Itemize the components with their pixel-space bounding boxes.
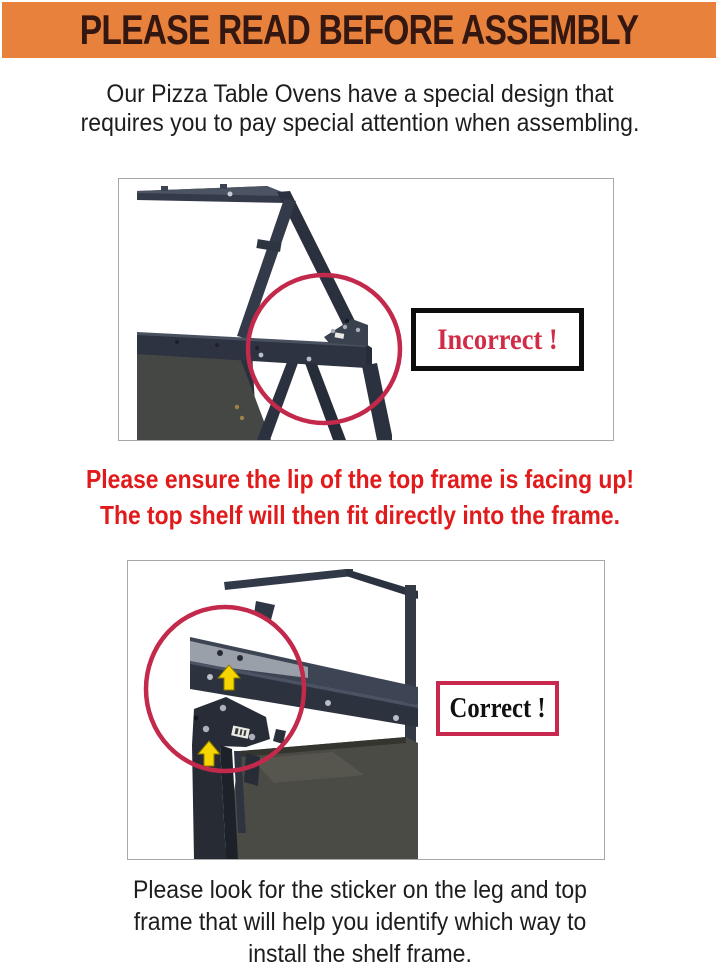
figure-incorrect <box>118 178 614 441</box>
correct-label-text: Correct ! <box>449 692 546 724</box>
banner <box>2 2 716 58</box>
top-rail <box>137 184 287 203</box>
front-diagonal-leg <box>237 199 296 339</box>
warning-line-1: Please ensure the lip of the top frame is facing up! <box>86 464 634 494</box>
figure-correct <box>127 560 605 860</box>
intro-line-2: requires you to pay special attention when assembling. <box>80 109 640 137</box>
footer-line-3: install the shelf frame. <box>248 940 472 968</box>
footer-line-1: Please look for the sticker on the leg and top <box>133 876 587 904</box>
warning-text <box>43 461 677 533</box>
lower-leg-left <box>257 362 298 440</box>
page-title: PLEASE READ BEFORE ASSEMBLY <box>79 6 639 53</box>
corner-gusset <box>324 319 368 346</box>
incorrect-label-text: Incorrect ! <box>437 322 558 356</box>
intro-line-1: Our Pizza Table Ovens have a special design that <box>106 80 614 108</box>
footer-text <box>29 874 691 970</box>
intro-text <box>29 80 691 138</box>
footer-line-2: frame that will help you identify which way to <box>133 908 587 936</box>
correct-label <box>436 681 559 736</box>
incorrect-label <box>411 308 584 371</box>
warning-line-2: The top shelf will then fit directly into the frame. <box>100 500 620 530</box>
lower-leg-right <box>305 363 346 440</box>
